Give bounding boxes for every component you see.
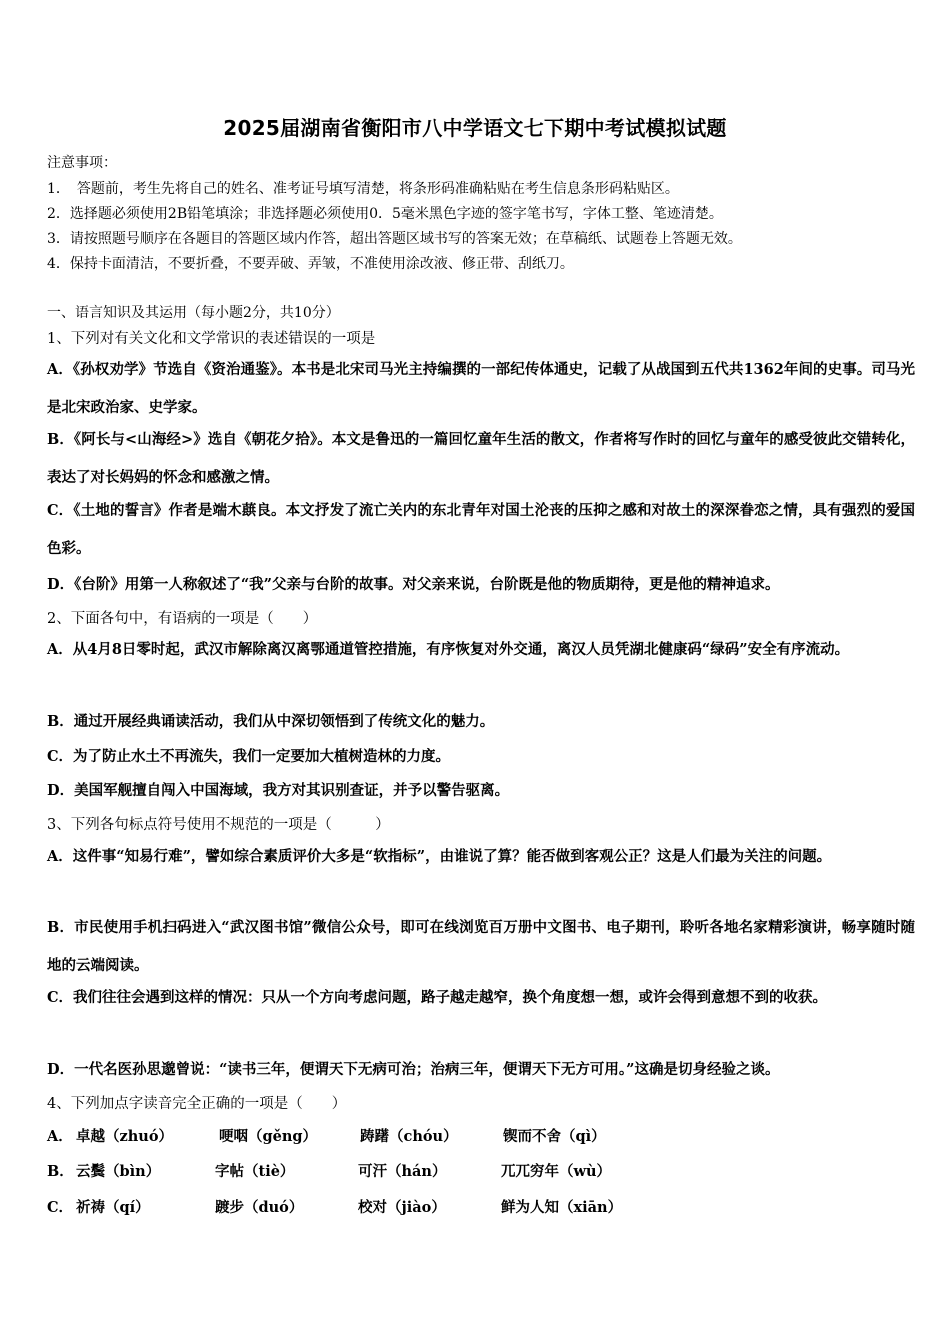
- question-4-row-c-letter: C．: [47, 1199, 74, 1216]
- question-4-row-b-word-2: 字帖（tiè）: [215, 1163, 295, 1180]
- notes-heading: 注意事项：: [47, 155, 117, 171]
- question-3-stem: 3、下列各句标点符号使用不规范的一项是（ ）: [47, 817, 390, 833]
- question-3-option-a: A．这件事“知易行难”，譬如综合素质评价大多是“软指标”，由谁说了算？能否做到客观公正？这是人们最为关注的问题。: [47, 848, 832, 865]
- question-3-option-b: B．市民使用手机扫码进入“武汉图书馆”微信公众号，即可在线浏览百万册中文图书、电子期刊，聆听各地名家精彩演讲，畅享随时随地的云端阅读。: [47, 919, 915, 974]
- question-2-option-b: B．通过开展经典诵读活动，我们从中深切领悟到了传统文化的魅力。: [47, 713, 495, 730]
- question-4-row-a-word-1: 卓越（zhuó）: [76, 1128, 173, 1145]
- question-4-row-c-word-1: 祈祷（qí）: [76, 1199, 150, 1216]
- question-2-option-d: D．美国军舰擅自闯入中国海域，我方对其识别查证，并予以警告驱离。: [47, 782, 510, 799]
- section-heading: 一、语言知识及其运用（每小题2分，共10分）: [47, 305, 340, 321]
- question-1-option-b: B．《阿长与<山海经>》选自《朝花夕拾》。本文是鲁迅的一篇回忆童年生活的散文，作者将写作时的回忆与童年的感受彼此交错转化，表达了对长妈妈的怀念和感激之情。: [47, 431, 915, 486]
- question-4-stem: 4、下列加点字读音完全正确的一项是（ ）: [47, 1096, 347, 1112]
- question-1-option-a: A．《孙权劝学》节选自《资治通鉴》。本书是北宋司马光主持编撰的一部纪传体通史，记载了从战国到五代共1362年间的史事。司马光是北宋政治家、史学家。: [47, 361, 915, 416]
- question-4-row-a-letter: A．: [47, 1128, 73, 1145]
- question-4-row-b-word-1: 云鬓（bìn）: [76, 1163, 161, 1180]
- question-4-row-b-letter: B．: [47, 1163, 74, 1180]
- note-item-3: 3．请按照题号顺序在各题目的答题区域内作答，超出答题区域书写的答案无效；在草稿纸、试题卷上答题无效。: [47, 231, 742, 247]
- page-title: 2025届湖南省衡阳市八中学语文七下期中考试模拟试题: [223, 116, 727, 140]
- question-1-option-d: D．《台阶》用第一人称叙述了“我”父亲与台阶的故事。对父亲来说，台阶既是他的物质期待，更是他的精神追求。: [47, 576, 780, 593]
- note-item-1: 1． 答题前，考生先将自己的姓名、准考证号填写清楚，将条形码准确粘贴在考生信息条形码粘贴区。: [47, 181, 679, 197]
- question-4-row-b-word-3: 可汗（hán）: [358, 1163, 447, 1180]
- question-4-row-c-word-2: 踱步（duó）: [215, 1199, 304, 1216]
- question-4-row-c-word-4: 鲜为人知（xiān）: [501, 1199, 623, 1216]
- question-3-option-d: D．一代名医孙思邈曾说：“读书三年，便谓天下无病可治；治病三年，便谓天下无方可用。”这确是切身经验之谈。: [47, 1061, 780, 1078]
- question-2-option-a: A．从4月8日零时起，武汉市解除离汉离鄂通道管控措施，有序恢复对外交通，离汉人员凭湖北健康码“绿码”安全有序流动。: [47, 641, 850, 658]
- question-2-option-c: C．为了防止水土不再流失，我们一定要加大植树造林的力度。: [47, 748, 451, 765]
- question-1-option-c: C．《土地的誓言》作者是端木蕻良。本文抒发了流亡关内的东北青年对国土沦丧的压抑之感和对故土的深深眷恋之情，具有强烈的爱国色彩。: [47, 502, 915, 557]
- question-4-row-a-word-2: 哽咽（gěng）: [219, 1128, 318, 1145]
- question-4-row-a-word-4: 锲而不舍（qì）: [503, 1128, 606, 1145]
- question-2-stem: 2、下面各句中，有语病的一项是（ ）: [47, 611, 318, 627]
- note-item-2: 2．选择题必须使用2B铅笔填涂；非选择题必须使用0．5毫米黑色字迹的签字笔书写，字体工整、笔迹清楚。: [47, 206, 723, 222]
- question-1-stem: 1、下列对有关文化和文学常识的表述错误的一项是: [47, 331, 376, 347]
- note-item-4: 4．保持卡面清洁，不要折叠，不要弄破、弄皱，不准使用涂改液、修正带、刮纸刀。: [47, 256, 574, 272]
- question-3-option-c: C．我们往往会遇到这样的情况：只从一个方向考虑问题，路子越走越窄，换个角度想一想，或许会得到意想不到的收获。: [47, 989, 828, 1006]
- question-4-row-c-word-3: 校对（jiào）: [358, 1199, 446, 1216]
- question-4-row-a-word-3: 踌躇（chóu）: [360, 1128, 458, 1145]
- question-4-row-b-word-4: 兀兀穷年（wù）: [501, 1163, 612, 1180]
